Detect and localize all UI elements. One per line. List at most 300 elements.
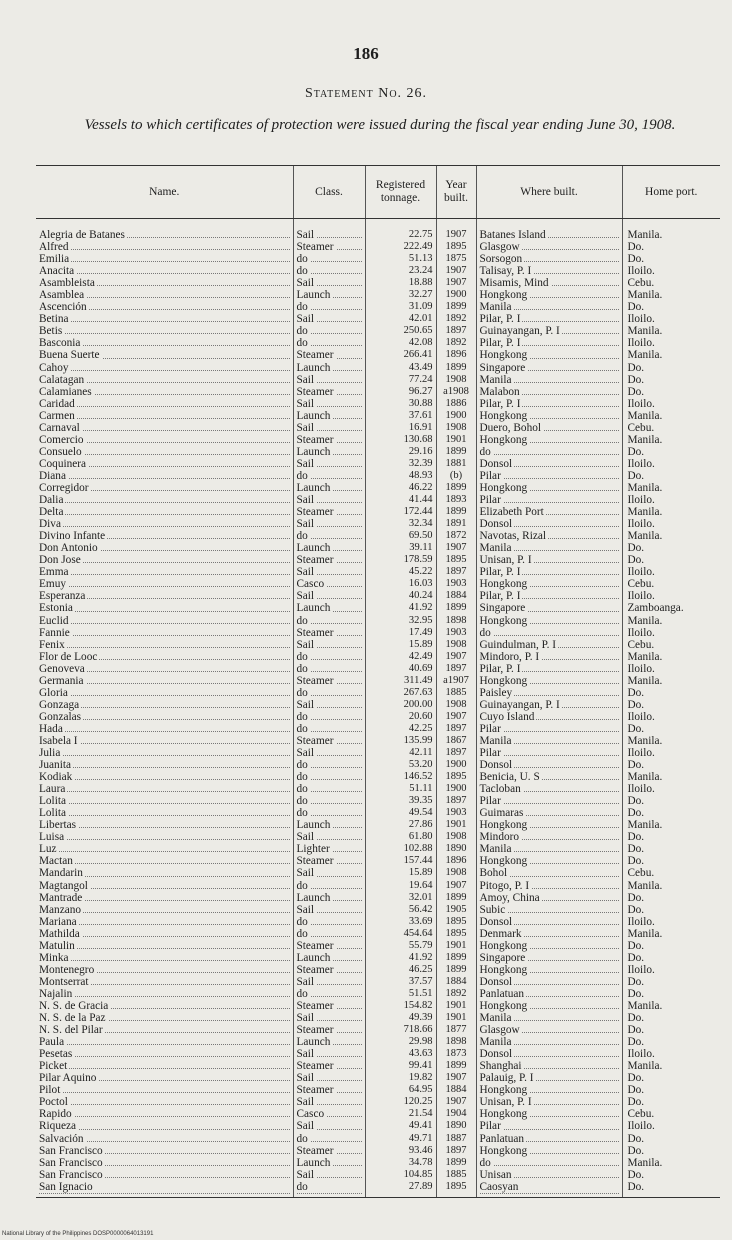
- vessel-year-cell: 1900: [436, 783, 476, 795]
- vessel-class-cell: [293, 1133, 365, 1145]
- vessel-where-built-cell: [476, 771, 622, 783]
- vessel-home-port-cell: Iloilo.: [622, 663, 720, 675]
- vessel-class-cell: [293, 386, 365, 398]
- vessel-home-port-cell: Zamboanga.: [622, 602, 720, 614]
- vessel-class-cell: [293, 241, 365, 253]
- vessel-year-cell: 1895: [436, 554, 476, 566]
- vessel-year-cell: 1901: [436, 1000, 476, 1012]
- vessel-where-built: Singapore: [479, 361, 526, 374]
- vessel-name-cell: [36, 976, 293, 988]
- vessel-where-built: Hongkong: [479, 349, 528, 362]
- vessel-tonnage-cell: 27.89: [365, 1181, 436, 1198]
- table-row: [36, 615, 720, 627]
- vessel-name-cell: [36, 602, 293, 614]
- vessel-where-built: Guimaras: [479, 807, 524, 820]
- vessel-class: Sail: [296, 698, 315, 711]
- vessel-name-cell: [36, 349, 293, 361]
- vessel-class: Sail: [296, 313, 315, 326]
- vessel-class: Sail: [296, 494, 315, 507]
- vessel-name: San Francisco: [39, 1156, 103, 1169]
- vessel-year-cell: 1899: [436, 1060, 476, 1072]
- table-row: [36, 1012, 720, 1024]
- table-row: [36, 578, 720, 590]
- vessel-name: Asambleista: [39, 277, 95, 290]
- vessel-tonnage-cell: 16.91: [365, 422, 436, 434]
- vessel-class: Steamer: [296, 385, 334, 398]
- vessel-class-cell: [293, 470, 365, 482]
- vessel-class-cell: [293, 325, 365, 337]
- vessel-where-built: Unisan, P. I: [479, 1096, 532, 1109]
- table-row: [36, 434, 720, 446]
- vessel-home-port-cell: Do.: [622, 1169, 720, 1181]
- vessel-home-port-cell: Manila.: [622, 615, 720, 627]
- vessel-home-port-cell: Do.: [622, 554, 720, 566]
- vessel-home-port-cell: Iloilo.: [622, 590, 720, 602]
- vessel-class-cell: [293, 410, 365, 422]
- vessel-where-built: Pilar: [479, 747, 501, 760]
- vessel-name: Hada: [39, 722, 63, 735]
- vessel-year-cell: 1908: [436, 374, 476, 386]
- table-row: [36, 771, 720, 783]
- table-row: [36, 602, 720, 614]
- vessel-where-built-cell: [476, 313, 622, 325]
- vessel-year-cell: 1896: [436, 855, 476, 867]
- vessel-tonnage-cell: 29.98: [365, 1036, 436, 1048]
- vessel-name: Pilar Aquino: [39, 1072, 97, 1085]
- table-row: [36, 542, 720, 554]
- vessel-class-cell: [293, 590, 365, 602]
- vessel-name: Julia: [39, 747, 61, 760]
- table-header-row: [36, 166, 720, 219]
- vessel-tonnage-cell: 64.95: [365, 1084, 436, 1096]
- vessel-tonnage-cell: 19.64: [365, 880, 436, 892]
- vessel-class-cell: [293, 1157, 365, 1169]
- vessel-tonnage-cell: 45.22: [365, 566, 436, 578]
- table-row: [36, 349, 720, 361]
- vessel-class-cell: [293, 988, 365, 1000]
- vessel-class-cell: [293, 771, 365, 783]
- vessel-year-cell: 1872: [436, 530, 476, 542]
- vessel-where-built-cell: [476, 615, 622, 627]
- vessel-name: Emma: [39, 566, 69, 579]
- vessel-name-cell: [36, 988, 293, 1000]
- vessel-year-cell: 1903: [436, 627, 476, 639]
- vessel-class: do: [296, 987, 308, 1000]
- vessel-home-port-cell: Do.: [622, 807, 720, 819]
- vessel-home-port-cell: Do.: [622, 699, 720, 711]
- vessel-tonnage-cell: 46.25: [365, 964, 436, 976]
- vessel-class-cell: [293, 506, 365, 518]
- table-row: [36, 554, 720, 566]
- vessel-name: Mactan: [39, 855, 73, 868]
- vessel-year-cell: 1897: [436, 663, 476, 675]
- vessel-where-built: Pilar, P. I: [479, 397, 521, 410]
- vessel-where-built-cell: [476, 458, 622, 470]
- vessel-where-built: Pilar: [479, 795, 501, 808]
- vessel-where-built-cell: [476, 1084, 622, 1096]
- vessel-tonnage-cell: 37.61: [365, 410, 436, 422]
- table-row: [36, 566, 720, 578]
- vessel-home-port-cell: Iloilo.: [622, 337, 720, 349]
- vessel-year-cell: 1891: [436, 518, 476, 530]
- vessel-where-built-cell: [476, 699, 622, 711]
- vessel-tonnage-cell: 42.08: [365, 337, 436, 349]
- vessel-home-port-cell: Manila.: [622, 530, 720, 542]
- vessel-name: Emuy: [39, 578, 66, 591]
- vessel-name: N. S. de la Paz: [39, 1012, 106, 1025]
- vessel-name: Comercio: [39, 433, 84, 446]
- table-row: [36, 1000, 720, 1012]
- vessel-home-port-cell: Cebu.: [622, 1108, 720, 1120]
- vessel-class: do: [296, 337, 308, 350]
- header-name: Name.: [36, 166, 293, 219]
- vessel-class-cell: [293, 349, 365, 361]
- vessel-where-built-cell: [476, 530, 622, 542]
- vessel-class-cell: [293, 434, 365, 446]
- table-row: [36, 880, 720, 892]
- vessel-where-built: Mindoro: [479, 831, 520, 844]
- vessel-where-built-cell: [476, 867, 622, 879]
- vessel-tonnage-cell: 20.60: [365, 711, 436, 723]
- table-row: [36, 241, 720, 253]
- vessel-class: Launch: [296, 361, 331, 374]
- vessel-class-cell: [293, 687, 365, 699]
- vessel-name-cell: [36, 807, 293, 819]
- vessel-class: Sail: [296, 421, 315, 434]
- table-row: [36, 458, 720, 470]
- vessel-class: Casco: [296, 578, 325, 591]
- vessel-class: Sail: [296, 975, 315, 988]
- vessel-where-built-cell: [476, 1036, 622, 1048]
- vessel-class-cell: [293, 301, 365, 313]
- vessel-class: Sail: [296, 590, 315, 603]
- vessel-name: Don Antonio: [39, 542, 98, 555]
- vessel-tonnage-cell: 32.39: [365, 458, 436, 470]
- vessel-home-port-cell: Do.: [622, 374, 720, 386]
- vessel-name: Flor de Looc: [39, 650, 98, 663]
- vessel-name-cell: [36, 615, 293, 627]
- vessel-class: Sail: [296, 747, 315, 760]
- vessel-name: San Ignacio: [39, 1180, 93, 1193]
- vessel-tonnage-cell: 17.49: [365, 627, 436, 639]
- vessel-home-port-cell: Do.: [622, 1133, 720, 1145]
- vessel-name-cell: [36, 1036, 293, 1048]
- vessel-class-cell: [293, 795, 365, 807]
- vessel-where-built: Elizabeth Port: [479, 506, 544, 519]
- vessel-name-cell: [36, 410, 293, 422]
- vessel-name-cell: [36, 687, 293, 699]
- vessel-year-cell: 1895: [436, 916, 476, 928]
- vessel-year-cell: 1908: [436, 831, 476, 843]
- vessel-class: Launch: [296, 1156, 331, 1169]
- vessel-class-cell: [293, 699, 365, 711]
- vessel-year-cell: 1890: [436, 1120, 476, 1132]
- vessel-class-cell: [293, 313, 365, 325]
- vessel-where-built-cell: [476, 446, 622, 458]
- vessel-year-cell: 1899: [436, 1157, 476, 1169]
- vessel-home-port-cell: Iloilo.: [622, 627, 720, 639]
- vessel-home-port-cell: Manila.: [622, 1157, 720, 1169]
- vessel-where-built-cell: [476, 1012, 622, 1024]
- vessel-name-cell: [36, 892, 293, 904]
- vessel-class: do: [296, 301, 308, 314]
- vessel-class-cell: [293, 1072, 365, 1084]
- vessel-class: Sail: [296, 831, 315, 844]
- vessel-tonnage-cell: 15.89: [365, 867, 436, 879]
- vessel-class-cell: [293, 651, 365, 663]
- vessel-year-cell: 1899: [436, 362, 476, 374]
- vessel-home-port-cell: Do.: [622, 542, 720, 554]
- vessel-class-cell: [293, 867, 365, 879]
- vessel-home-port-cell: Do.: [622, 1145, 720, 1157]
- table-caption: Vessels to which certificates of protection were issued during the fiscal year ending June 30, 1908.: [84, 117, 676, 133]
- vessel-class: Sail: [296, 1012, 315, 1025]
- vessel-year-cell: 1908: [436, 422, 476, 434]
- vessel-name-cell: [36, 1060, 293, 1072]
- vessel-tonnage-cell: 69.50: [365, 530, 436, 542]
- vessel-class: do: [296, 662, 308, 675]
- vessel-name-cell: [36, 639, 293, 651]
- vessel-class: Steamer: [296, 674, 334, 687]
- vessel-class: Sail: [296, 397, 315, 410]
- vessel-where-built: do: [479, 445, 491, 458]
- footer-credit: National Library of the Philippines DOSP0000064013191: [2, 1231, 154, 1237]
- vessel-tonnage-cell: 146.52: [365, 771, 436, 783]
- table-row: [36, 410, 720, 422]
- vessel-home-port-cell: Do.: [622, 687, 720, 699]
- vessel-year-cell: 1895: [436, 771, 476, 783]
- vessel-where-built: Donsol: [479, 518, 513, 531]
- table-body: [36, 219, 720, 1198]
- table-row: [36, 639, 720, 651]
- vessel-year-cell: 1892: [436, 337, 476, 349]
- vessel-tonnage-cell: 266.41: [365, 349, 436, 361]
- vessel-home-port-cell: Cebu.: [622, 422, 720, 434]
- vessel-home-port-cell: Do.: [622, 446, 720, 458]
- vessel-tonnage-cell: 18.88: [365, 277, 436, 289]
- vessel-name-cell: [36, 940, 293, 952]
- vessel-class-cell: [293, 1024, 365, 1036]
- vessel-tonnage-cell: 200.00: [365, 699, 436, 711]
- vessel-name-cell: [36, 928, 293, 940]
- vessel-name: Picket: [39, 1060, 68, 1073]
- vessel-year-cell: 1892: [436, 313, 476, 325]
- vessel-class: Sail: [296, 229, 315, 241]
- vessel-tonnage-cell: 53.20: [365, 759, 436, 771]
- vessel-where-built: Panlatuan: [479, 987, 525, 1000]
- table-row: [36, 892, 720, 904]
- vessel-name-cell: [36, 964, 293, 976]
- vessel-where-built: Navotas, Rizal: [479, 530, 547, 543]
- vessel-class-cell: [293, 482, 365, 494]
- vessel-name-cell: [36, 554, 293, 566]
- vessel-where-built-cell: [476, 783, 622, 795]
- vessel-home-port-cell: Manila.: [622, 928, 720, 940]
- vessel-where-built-cell: [476, 241, 622, 253]
- vessel-home-port-cell: Iloilo.: [622, 265, 720, 277]
- vessel-class-cell: [293, 855, 365, 867]
- vessel-where-built: Pilar: [479, 469, 501, 482]
- vessel-class: Launch: [296, 951, 331, 964]
- vessel-where-built-cell: [476, 590, 622, 602]
- vessel-name: San Francisco: [39, 1168, 103, 1181]
- table-row: [36, 494, 720, 506]
- vessel-name-cell: [36, 1181, 293, 1198]
- vessel-where-built-cell: [476, 470, 622, 482]
- vessel-class-cell: [293, 554, 365, 566]
- vessel-name-cell: [36, 1120, 293, 1132]
- vessel-tonnage-cell: 33.69: [365, 916, 436, 928]
- vessel-name-cell: [36, 880, 293, 892]
- vessel-home-port-cell: Do.: [622, 1181, 720, 1198]
- vessel-name: Manzano: [39, 903, 82, 916]
- table-row: [36, 482, 720, 494]
- vessel-class: Steamer: [296, 1024, 334, 1037]
- table-row: [36, 663, 720, 675]
- vessel-where-built: Pilar, P. I: [479, 590, 521, 603]
- vessel-where-built-cell: [476, 506, 622, 518]
- vessel-tonnage-cell: 31.09: [365, 301, 436, 313]
- vessel-where-built-cell: [476, 1108, 622, 1120]
- vessel-name-cell: [36, 289, 293, 301]
- vessel-class-cell: [293, 1120, 365, 1132]
- vessel-name: Matulin: [39, 939, 75, 952]
- vessel-name-cell: [36, 590, 293, 602]
- vessel-class: Steamer: [296, 1060, 334, 1073]
- vessel-tonnage-cell: 39.11: [365, 542, 436, 554]
- table-row: [36, 506, 720, 518]
- vessel-name-cell: [36, 434, 293, 446]
- table-row: [36, 590, 720, 602]
- vessel-tonnage-cell: 102.88: [365, 843, 436, 855]
- vessel-tonnage-cell: 250.65: [365, 325, 436, 337]
- table-row: [36, 711, 720, 723]
- vessel-class: Casco: [296, 1108, 325, 1121]
- vessel-year-cell: 1895: [436, 928, 476, 940]
- vessel-where-built: Hongkong: [479, 481, 528, 494]
- vessel-year-cell: 1885: [436, 687, 476, 699]
- vessel-tonnage-cell: 104.85: [365, 1169, 436, 1181]
- vessel-tonnage-cell: 16.03: [365, 578, 436, 590]
- vessel-name: Dalia: [39, 494, 64, 507]
- vessel-where-built-cell: [476, 566, 622, 578]
- vessel-where-built-cell: [476, 880, 622, 892]
- vessel-class: Sail: [296, 1168, 315, 1181]
- vessel-where-built-cell: [476, 325, 622, 337]
- vessel-name: Rapido: [39, 1108, 72, 1121]
- vessel-class: do: [296, 325, 308, 338]
- vessel-name: Diva: [39, 518, 61, 531]
- vessel-where-built-cell: [476, 1048, 622, 1060]
- vessel-where-built-cell: [476, 1169, 622, 1181]
- vessel-name-cell: [36, 219, 293, 242]
- vessel-class: do: [296, 783, 308, 796]
- vessel-where-built: Hongkong: [479, 289, 528, 302]
- vessel-name: Delta: [39, 506, 64, 519]
- vessel-where-built: Denmark: [479, 927, 522, 940]
- vessel-where-built: Bohol: [479, 867, 508, 880]
- vessel-tonnage-cell: 51.11: [365, 783, 436, 795]
- vessel-where-built-cell: [476, 518, 622, 530]
- vessel-tonnage-cell: 222.49: [365, 241, 436, 253]
- vessel-name-cell: [36, 651, 293, 663]
- vessel-name: Diana: [39, 469, 66, 482]
- vessel-where-built: Shanghai: [479, 1060, 522, 1073]
- table-row: [36, 277, 720, 289]
- vessel-name-cell: [36, 1084, 293, 1096]
- vessel-class-cell: [293, 1169, 365, 1181]
- vessel-home-port-cell: Cebu.: [622, 578, 720, 590]
- vessel-where-built: Caosyan: [479, 1180, 519, 1193]
- vessel-tonnage-cell: 311.49: [365, 675, 436, 687]
- vessel-class-cell: [293, 494, 365, 506]
- vessel-home-port-cell: Do.: [622, 952, 720, 964]
- vessel-tonnage-cell: 93.46: [365, 1145, 436, 1157]
- vessel-year-cell: 1897: [436, 723, 476, 735]
- vessel-name: Gloria: [39, 686, 68, 699]
- vessel-tonnage-cell: 40.24: [365, 590, 436, 602]
- vessel-home-port-cell: Iloilo.: [622, 1120, 720, 1132]
- vessel-year-cell: a1907: [436, 675, 476, 687]
- vessel-home-port-cell: Manila.: [622, 675, 720, 687]
- vessel-name-cell: [36, 386, 293, 398]
- vessel-tonnage-cell: 22.75: [365, 219, 436, 242]
- vessel-year-cell: 1900: [436, 759, 476, 771]
- vessel-year-cell: 1901: [436, 1012, 476, 1024]
- vessel-tonnage-cell: 37.57: [365, 976, 436, 988]
- vessel-class: Sail: [296, 1120, 315, 1133]
- vessel-where-built-cell: [476, 747, 622, 759]
- table-row: [36, 301, 720, 313]
- vessel-year-cell: 1895: [436, 1181, 476, 1198]
- vessel-year-cell: 1903: [436, 807, 476, 819]
- table-row: [36, 1072, 720, 1084]
- table-row: [36, 735, 720, 747]
- vessel-name-cell: [36, 831, 293, 843]
- vessel-year-cell: 1907: [436, 880, 476, 892]
- vessel-where-built-cell: [476, 1120, 622, 1132]
- vessel-year-cell: 1881: [436, 458, 476, 470]
- vessel-name: Asamblea: [39, 289, 85, 302]
- vessel-tonnage-cell: 42.49: [365, 651, 436, 663]
- vessel-name-cell: [36, 446, 293, 458]
- vessel-class-cell: [293, 843, 365, 855]
- vessel-class-cell: [293, 928, 365, 940]
- vessel-home-port-cell: Iloilo.: [622, 747, 720, 759]
- vessel-name-cell: [36, 566, 293, 578]
- vessel-where-built-cell: [476, 819, 622, 831]
- vessel-where-built: do: [479, 626, 491, 639]
- vessel-year-cell: 1900: [436, 289, 476, 301]
- vessel-where-built-cell: [476, 289, 622, 301]
- vessel-name-cell: [36, 916, 293, 928]
- vessel-class-cell: [293, 723, 365, 735]
- vessel-home-port-cell: Iloilo.: [622, 313, 720, 325]
- vessel-name: Ascención: [39, 301, 87, 314]
- vessel-tonnage-cell: 77.24: [365, 374, 436, 386]
- vessel-where-built-cell: [476, 675, 622, 687]
- vessel-year-cell: 1885: [436, 1169, 476, 1181]
- vessel-where-built: Manila: [479, 734, 512, 747]
- vessel-home-port-cell: Iloilo.: [622, 494, 720, 506]
- vessel-tonnage-cell: 49.71: [365, 1133, 436, 1145]
- vessel-year-cell: 1890: [436, 843, 476, 855]
- vessel-home-port-cell: Iloilo.: [622, 916, 720, 928]
- vessel-tonnage-cell: 29.16: [365, 446, 436, 458]
- vessel-name-cell: [36, 470, 293, 482]
- vessel-class-cell: [293, 398, 365, 410]
- vessel-where-built: Hongkong: [479, 1108, 528, 1121]
